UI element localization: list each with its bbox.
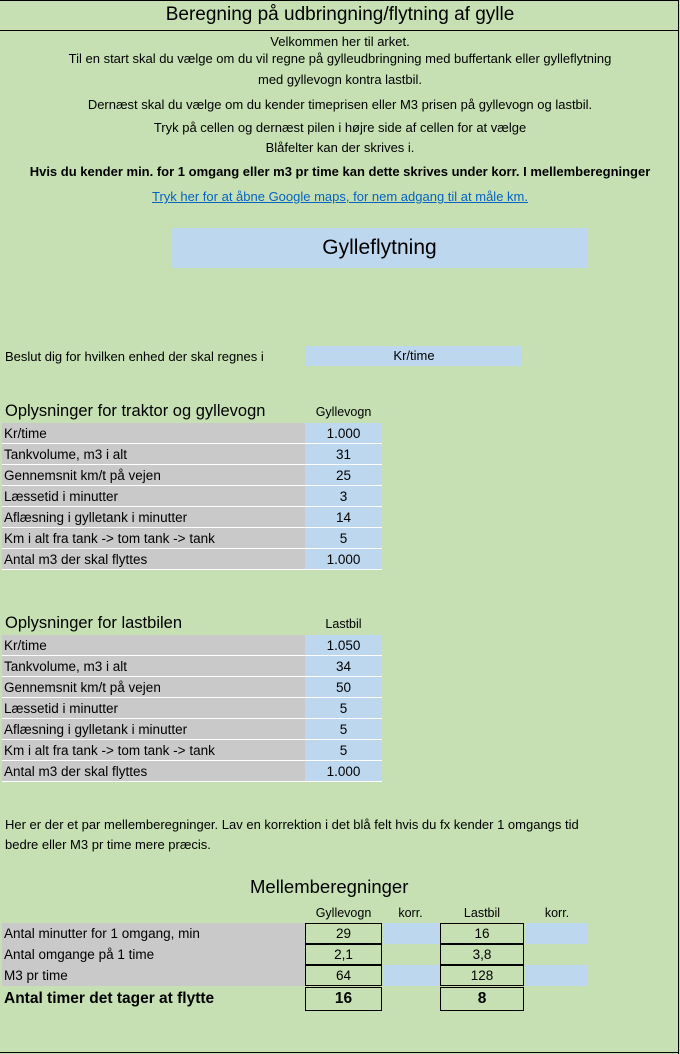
row-input[interactable]: 1.000	[305, 761, 382, 782]
intro-line: Til en start skal du vælge om du vil regne på gylleudbringning med buffertank eller gylleflytning	[68, 51, 612, 66]
row-label: Aflæsning i gylletank i minutter	[2, 719, 305, 740]
row-input[interactable]: 5	[305, 719, 382, 740]
korr-input[interactable]	[526, 965, 588, 986]
bottom-border	[0, 1052, 678, 1053]
row-input[interactable]: 1.000	[305, 423, 382, 444]
row-label: Tankvolume, m3 i alt	[2, 444, 305, 465]
row-label: Tankvolume, m3 i alt	[2, 656, 305, 677]
lastbil-value: 3,8	[440, 944, 524, 965]
row-label: Antal omgange på 1 time	[2, 944, 305, 965]
row-label: Kr/time	[2, 635, 305, 656]
mellem-col-korr: korr.	[544, 906, 570, 920]
intro-line: Tryk på cellen og dernæst pilen i højre side af cellen for at vælge	[153, 120, 527, 135]
row-label: Km i alt fra tank -> tom tank -> tank	[2, 528, 305, 549]
korr-input[interactable]	[384, 965, 440, 986]
mellem-col-korr: korr.	[398, 906, 423, 920]
google-maps-link[interactable]: Tryk her for at åbne Google maps, for nem adgang til at måle km.	[152, 189, 528, 204]
mellem-col-gyllevogn: Gyllevogn	[315, 906, 372, 920]
lastbil-value: 128	[440, 965, 524, 986]
intro-line: med gyllevogn kontra lastbil.	[257, 72, 423, 87]
maps-link-row	[0, 189, 680, 204]
lastbil-value: 16	[440, 923, 524, 944]
korr-cell	[384, 944, 440, 965]
row-label: Læssetid i minutter	[2, 698, 305, 719]
row-input[interactable]: 25	[305, 465, 382, 486]
row-label: Antal minutter for 1 omgang, min	[2, 923, 305, 944]
gyllevogn-column-header: Gyllevogn	[315, 405, 372, 419]
total-label: Antal timer det tager at flytte	[4, 990, 215, 1007]
row-input[interactable]: 3	[305, 486, 382, 507]
gyllevogn-value: 29	[305, 923, 382, 944]
row-input[interactable]: 1.000	[305, 549, 382, 570]
row-input[interactable]: 5	[305, 698, 382, 719]
korr-input[interactable]	[526, 923, 588, 944]
intro-bold-line: Hvis du kender min. for 1 omgang eller m3 pr time kan dette skrives under korr. I mellemberegninger	[29, 164, 651, 179]
unit-label: Beslut dig for hvilken enhed der skal regnes i	[5, 349, 264, 364]
row-input[interactable]: 5	[305, 740, 382, 761]
row-label: Antal m3 der skal flyttes	[2, 761, 305, 782]
right-border	[678, 0, 679, 1054]
row-label: Gennemsnit km/t på vejen	[2, 677, 305, 698]
row-label: Kr/time	[2, 423, 305, 444]
intro-line: Dernæst skal du vælge om du kender timeprisen eller M3 prisen på gyllevogn og lastbil.	[87, 97, 593, 112]
row-input[interactable]: 14	[305, 507, 382, 528]
row-label: Aflæsning i gylletank i minutter	[2, 507, 305, 528]
mode-select[interactable]: Gylleflytning	[171, 228, 588, 268]
gyllevogn-value: 2,1	[305, 944, 382, 965]
intro-line: Velkommen her til arket.	[270, 34, 410, 49]
mellem-col-lastbil: Lastbil	[463, 906, 501, 920]
page-title: Beregning på udbringning/flytning af gylle	[165, 4, 515, 25]
traktor-heading: Oplysninger for traktor og gyllevogn	[5, 402, 266, 420]
total-lastbil: 8	[440, 987, 524, 1011]
row-label: Gennemsnit km/t på vejen	[2, 465, 305, 486]
top-border	[0, 0, 678, 1]
title-divider	[0, 30, 678, 31]
row-label: M3 pr time	[2, 965, 305, 986]
row-label: Antal m3 der skal flyttes	[2, 549, 305, 570]
mellem-heading: Mellemberegninger	[250, 876, 409, 897]
row-label: Læssetid i minutter	[2, 486, 305, 507]
gyllevogn-value: 64	[305, 965, 382, 986]
row-input[interactable]: 50	[305, 677, 382, 698]
row-input[interactable]: 34	[305, 656, 382, 677]
row-input[interactable]: 5	[305, 528, 382, 549]
row-label: Km i alt fra tank -> tom tank -> tank	[2, 740, 305, 761]
korr-cell	[526, 944, 588, 965]
lastbil-column-header: Lastbil	[325, 617, 362, 631]
unit-select[interactable]: Kr/time	[306, 346, 522, 366]
korr-input[interactable]	[384, 923, 440, 944]
intro-line: Blåfelter kan der skrives i.	[265, 140, 415, 155]
lastbil-heading: Oplysninger for lastbilen	[5, 614, 183, 632]
total-gyllevogn: 16	[305, 987, 382, 1011]
row-input[interactable]: 31	[305, 444, 382, 465]
note-line: bedre eller M3 pr time mere præcis.	[5, 837, 211, 852]
note-line: Her er der et par mellemberegninger. Lav en korrektion i det blå felt hvis du fx kender 1 omgangs tid	[5, 817, 579, 832]
row-input[interactable]: 1.050	[305, 635, 382, 656]
